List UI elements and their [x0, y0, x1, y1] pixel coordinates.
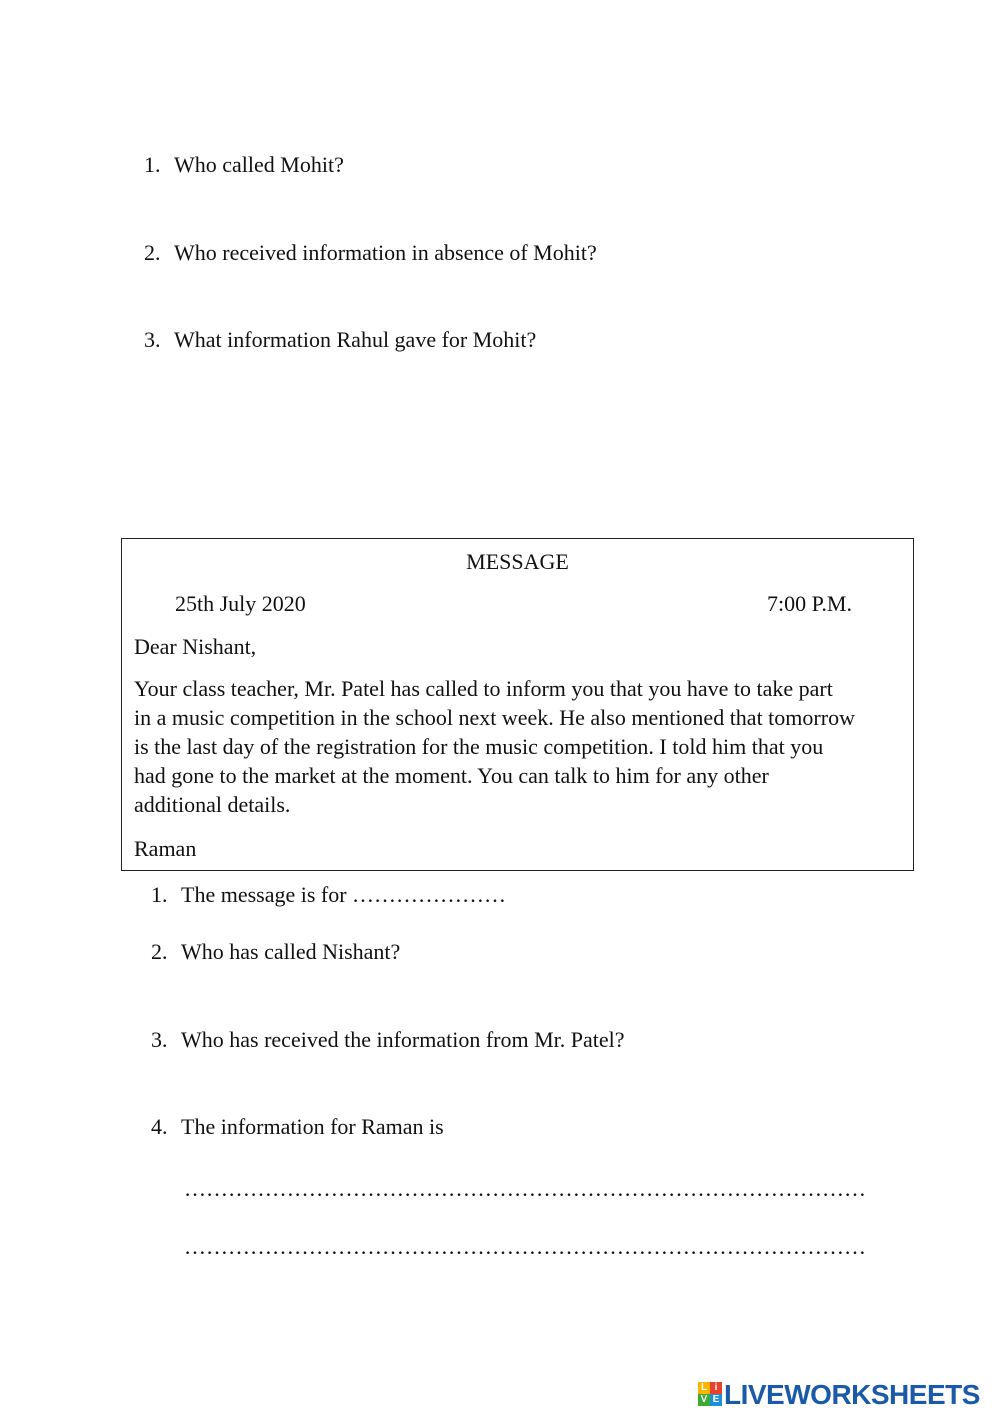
answer-line[interactable]: …………………………………………………………………………………	[184, 1176, 866, 1201]
message-body-line: Your class teacher, Mr. Patel has called to inform you that you have to take part	[134, 676, 833, 701]
logo-letter: V	[698, 1394, 710, 1406]
message-body	[134, 674, 909, 819]
question-number: 1.	[144, 152, 161, 177]
question-text: Who received information in absence of Mohit?	[174, 240, 597, 265]
question-text[interactable]: The message is for …………………	[181, 882, 507, 907]
question-2-4	[151, 1112, 444, 1141]
message-date: 25th July 2020	[175, 591, 306, 616]
question-text: The information for Raman is	[181, 1114, 444, 1139]
question-2-1	[151, 880, 506, 909]
question-number: 4.	[151, 1114, 168, 1139]
message-body-line: is the last day of the registration for the music competition. I told him that you	[134, 734, 824, 759]
question-number: 2.	[144, 240, 161, 265]
question-2-3	[151, 1025, 625, 1054]
question-number: 1.	[151, 882, 168, 907]
question-1-2	[144, 238, 597, 267]
liveworksheets-logo-icon	[698, 1382, 722, 1406]
question-number: 2.	[151, 939, 168, 964]
question-2-2	[151, 937, 400, 966]
logo-letter: i	[710, 1382, 722, 1394]
question-1-1	[144, 150, 344, 179]
message-body-line: in a music competition in the school next week. He also mentioned that tomorrow	[134, 705, 855, 730]
question-text: Who has received the information from Mr. Patel?	[181, 1027, 625, 1052]
message-box	[121, 538, 914, 871]
message-greeting: Dear Nishant,	[134, 634, 257, 659]
message-title: MESSAGE	[466, 549, 569, 574]
question-text: Who has called Nishant?	[181, 939, 401, 964]
logo-letter: L	[698, 1382, 710, 1394]
message-body-line: additional details.	[134, 792, 291, 817]
question-number: 3.	[144, 327, 161, 352]
question-text: Who called Mohit?	[174, 152, 344, 177]
liveworksheets-brand	[698, 1378, 980, 1410]
question-1-3	[144, 325, 536, 354]
brand-name: LIVEWORKSHEETS	[724, 1378, 980, 1410]
logo-letter: E	[710, 1394, 722, 1406]
message-time: 7:00 P.M.	[767, 591, 852, 616]
message-signature: Raman	[134, 836, 197, 861]
question-text: What information Rahul gave for Mohit?	[174, 327, 537, 352]
message-body-line: had gone to the market at the moment. You can talk to him for any other	[134, 763, 769, 788]
question-number: 3.	[151, 1027, 168, 1052]
answer-line[interactable]: …………………………………………………………………………………	[184, 1234, 866, 1259]
